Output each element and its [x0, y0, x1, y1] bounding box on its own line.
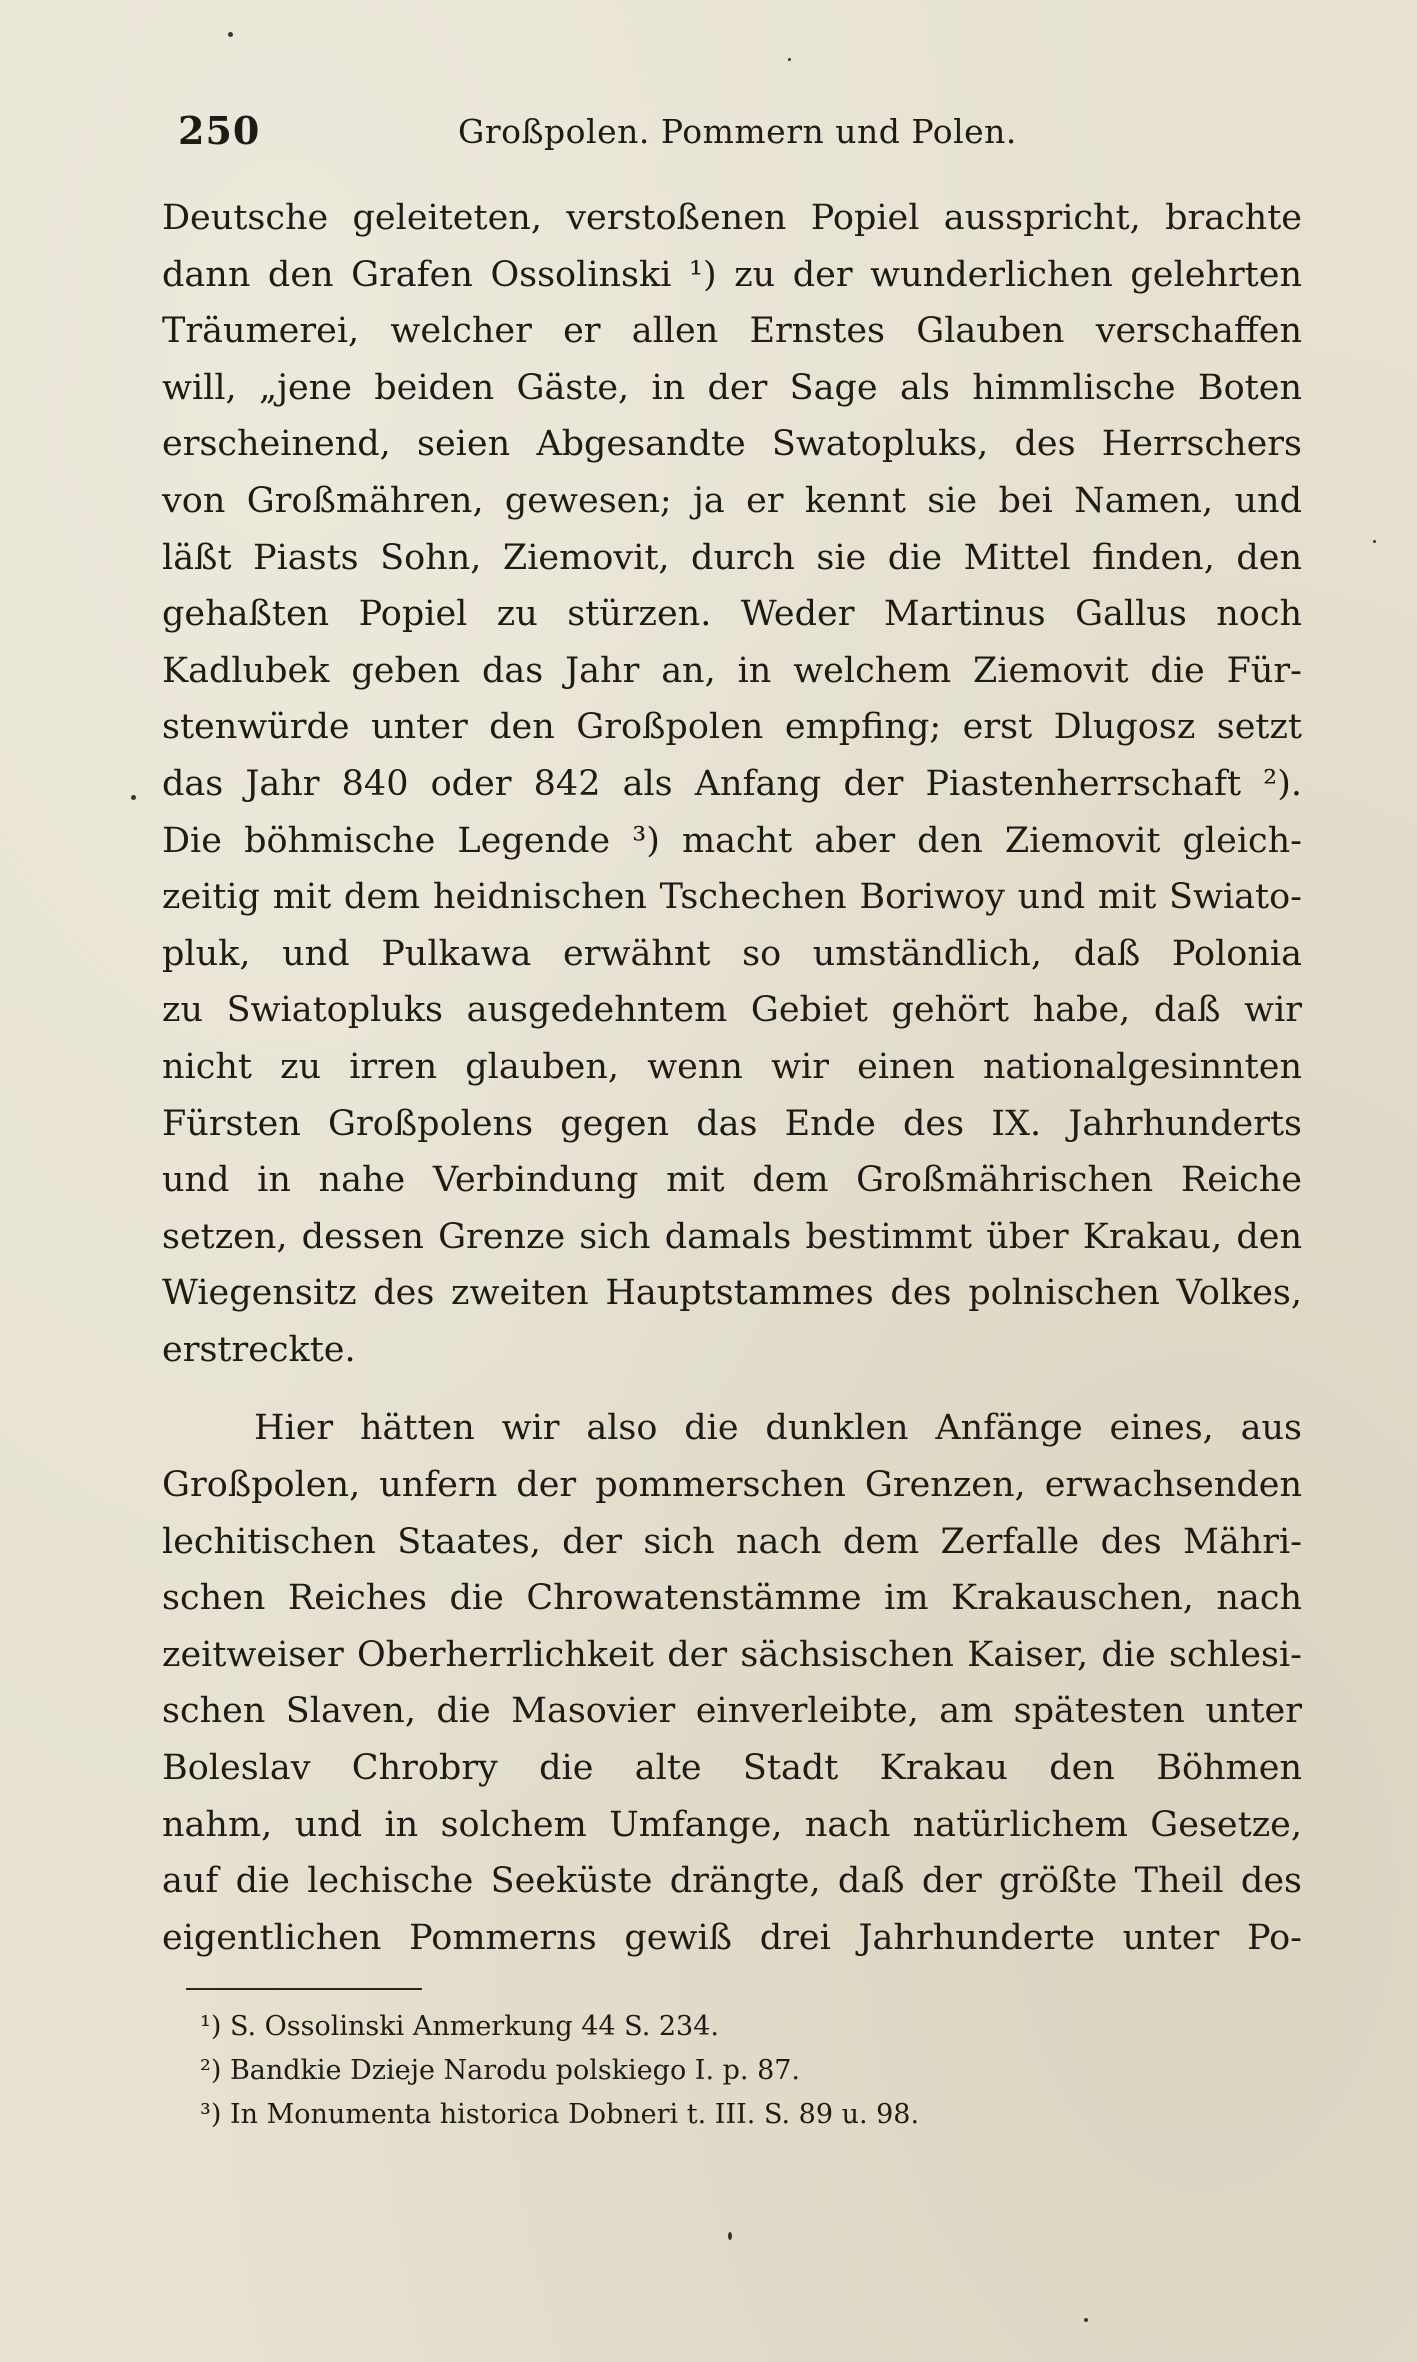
text-line: zeitweiser Oberherrlichkeit der sächsischen Kaiser, die schlesi- — [162, 1634, 1302, 1675]
text-line: Kadlubek geben das Jahr an, in welchem Ziemovit die Für- — [162, 650, 1302, 691]
text-line: nahm, und in solchem Umfange, nach natürlichem Gesetze, — [162, 1804, 1302, 1845]
text-line: schen Reiches die Chrowatenstämme im Krakauschen, nach — [162, 1578, 1302, 1619]
page-number: 250 — [178, 108, 261, 153]
body-text — [162, 190, 1302, 1966]
paper-speck — [788, 58, 791, 61]
footnote: ³) In Monumenta historica Dobneri t. III. S. 89 u. 98. — [200, 2099, 920, 2130]
running-title: Großpolen. Pommern und Polen. — [458, 112, 1017, 151]
text-line: und in nahe Verbindung mit dem Großmährischen Reiche — [162, 1160, 1302, 1201]
paper-speck — [131, 795, 136, 800]
text-line: Boleslav Chrobry die alte Stadt Krakau den Böhmen — [162, 1748, 1302, 1789]
text-line: Großpolen, unfern der pommerschen Grenzen, erwachsenden — [162, 1465, 1302, 1506]
text-line: setzen, dessen Grenze sich damals bestimmt über Krakau, den — [162, 1216, 1302, 1257]
text-line: schen Slaven, die Masovier einverleibte, am spätesten unter — [162, 1691, 1302, 1732]
text-line: erscheinend, seien Abgesandte Swatopluks, des Herrschers — [162, 424, 1302, 465]
paper-speck — [228, 32, 233, 37]
text-line: gehaßten Popiel zu stürzen. Weder Martinus Gallus noch — [162, 594, 1302, 635]
paper-speck — [728, 2232, 732, 2240]
text-line: dann den Grafen Ossolinski ¹) zu der wunderlichen gelehrten — [162, 254, 1302, 295]
running-head — [178, 108, 1248, 168]
text-line: eigentlichen Pommerns gewiß drei Jahrhunderte unter Po- — [162, 1917, 1302, 1958]
text-line: Die böhmische Legende ³) macht aber den Ziemovit gleich- — [162, 820, 1302, 861]
text-line: nicht zu irren glauben, wenn wir einen nationalgesinnten — [162, 1046, 1302, 1087]
text-line: will, „jene beiden Gäste, in der Sage als himmlische Boten — [162, 367, 1302, 408]
text-line: von Großmähren, gewesen; ja er kennt sie bei Namen, und — [162, 480, 1302, 521]
paper-speck — [1373, 540, 1376, 543]
footnote-divider — [186, 1988, 422, 1990]
text-line: zeitig mit dem heidnischen Tschechen Boriwoy und mit Swiato- — [162, 877, 1302, 918]
footnote: ²) Bandkie Dzieje Narodu polskiego I. p. 87. — [200, 2055, 801, 2086]
text-line: läßt Piasts Sohn, Ziemovit, durch sie die Mittel finden, den — [162, 537, 1302, 578]
text-line: auf die lechische Seeküste drängte, daß der größte Theil des — [162, 1861, 1302, 1902]
text-line: zu Swiatopluks ausgedehntem Gebiet gehört habe, daß wir — [162, 990, 1302, 1031]
text-line: Träumerei, welcher er allen Ernstes Glauben verschaffen — [162, 311, 1302, 352]
paragraph-gap — [162, 1378, 1302, 1400]
text-line: das Jahr 840 oder 842 als Anfang der Piastenherrschaft ²). — [162, 763, 1302, 804]
text-line: stenwürde unter den Großpolen empfing; erst Dlugosz setzt — [162, 707, 1302, 748]
text-line: Wiegensitz des zweiten Hauptstammes des polnischen Volkes, — [162, 1273, 1302, 1314]
footnote: ¹) S. Ossolinski Anmerkung 44 S. 234. — [200, 2011, 719, 2042]
text-line: erstreckte. — [162, 1329, 356, 1370]
text-line: Hier hätten wir also die dunklen Anfänge eines, aus — [254, 1408, 1302, 1449]
text-line: Deutsche geleiteten, verstoßenen Popiel ausspricht, brachte — [162, 198, 1302, 238]
footnotes — [200, 2005, 1200, 2137]
text-line: Fürsten Großpolens gegen das Ende des IX. Jahrhunderts — [162, 1103, 1302, 1144]
text-line: pluk, und Pulkawa erwähnt so umständlich, daß Polonia — [162, 933, 1302, 974]
paper-speck — [1084, 2318, 1088, 2322]
text-line: lechitischen Staates, der sich nach dem Zerfalle des Mähri- — [162, 1521, 1302, 1562]
